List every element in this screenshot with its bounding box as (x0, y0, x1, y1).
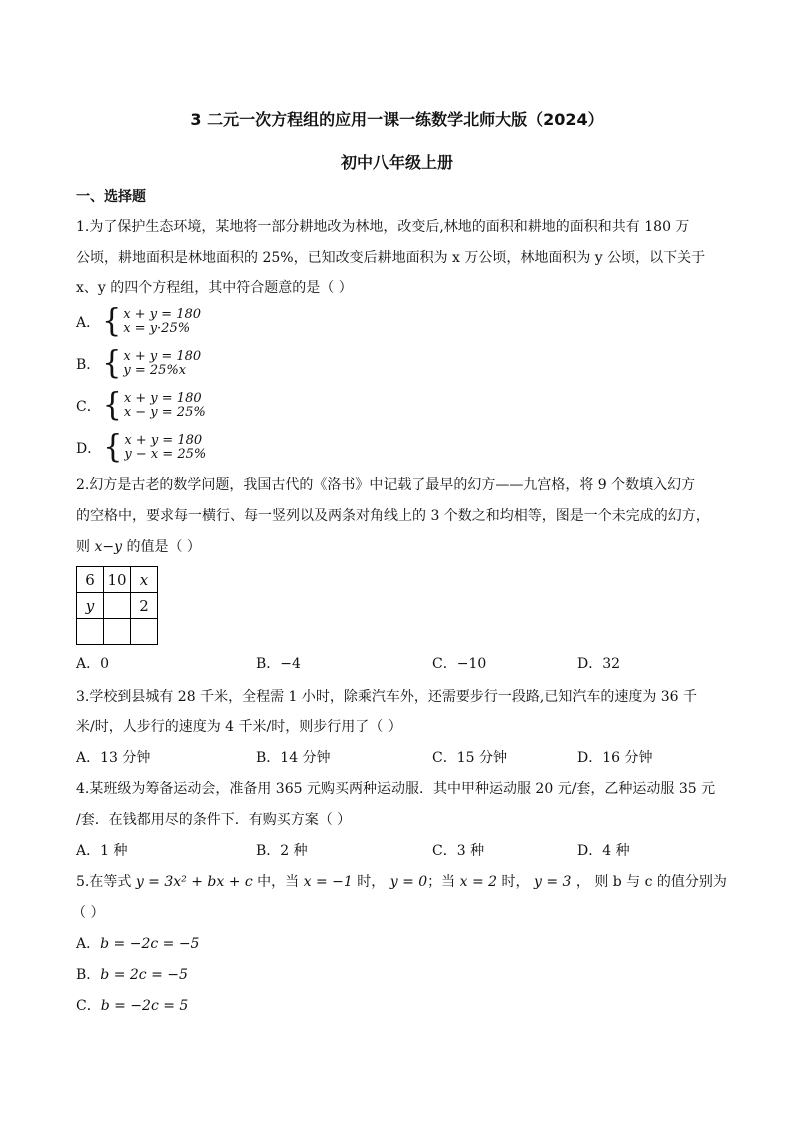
q3-option-b[interactable]: B．14 分钟 (256, 750, 331, 766)
math-expression: b = −2c = 5 (100, 998, 189, 1014)
q3-option-d[interactable]: D．16 分钟 (577, 750, 653, 766)
text: 的值是（ ） (122, 539, 201, 555)
q5-option-c[interactable] (76, 997, 188, 1015)
q4-option-c[interactable]: C．3 种 (432, 843, 485, 859)
q4-line2: /套．在钱都用尽的条件下．有购买方案（ ） (76, 812, 352, 828)
q2-line1: 2.幻方是古老的数学问题，我国古代的《洛书》中记载了最早的幻方——九宫格，将 9 个数填入幻方 (76, 477, 696, 493)
grid-cell (131, 619, 158, 645)
section-heading: 一、选择题 (76, 189, 146, 205)
q1-line1: 1.为了保护生态环境，某地将一部分耕地改为林地，改变后,林地的面积和耕地的面积和共有 180 万 (76, 219, 690, 235)
q5-line1 (76, 873, 727, 891)
q2-line2: 的空格中，要求每一横行、每一竖列以及两条对角线上的 3 个数之和均相等，图是一个未完成的幻方， (76, 508, 710, 524)
text: ；当 (427, 874, 460, 890)
math-expression: x = 2 (459, 874, 498, 890)
q3-option-c[interactable]: C．15 分钟 (432, 750, 507, 766)
math-expression: b = 2c = −5 (100, 967, 188, 983)
q1-line3: x、y 的四个方程组，其中符合题意的是（ ） (76, 280, 353, 296)
q2-option-c[interactable]: C．−10 (432, 656, 487, 672)
text: 则 (76, 539, 95, 555)
math-expression: y = 3 (533, 874, 572, 890)
option-label: D． (76, 441, 102, 457)
brace-icon: { (103, 429, 123, 466)
option-label: A． (76, 315, 101, 331)
q5-option-a[interactable] (76, 935, 199, 953)
brace-icon: { (102, 387, 122, 424)
equation: x + y = 180 (123, 349, 202, 364)
equation: y = 25%x (123, 363, 187, 378)
grid-cell: 10 (104, 567, 131, 593)
q1-option-c[interactable] (76, 387, 206, 424)
document-subtitle: 初中八年级上册 (340, 153, 453, 172)
option-label: A． (76, 936, 101, 952)
grid-cell (104, 619, 131, 645)
math-expression: y = 0 (389, 874, 428, 890)
grid-cell (77, 619, 104, 645)
math-expression: y = 3x² + bx + c (135, 874, 253, 890)
option-label: C． (76, 998, 101, 1014)
q4-line1: 4.某班级为筹备运动会，准备用 365 元购买两种运动服．其中甲种运动服 20 元/套，乙种运动服 35 元 (76, 781, 716, 797)
option-label: B． (76, 967, 101, 983)
q5-line2: （ ） (72, 905, 105, 921)
equation: x + y = 180 (124, 433, 203, 448)
text: 中，当 (252, 874, 304, 890)
q3-line2: 米/时，人步行的速度为 4 千米/时，则步行用了（ ） (76, 719, 402, 735)
q5-option-b[interactable] (76, 966, 188, 984)
brace-icon: { (102, 303, 122, 340)
q3-line1: 3.学校到县城有 28 千米，全程需 1 小时，除乘汽车外，还需要步行一段路,已知汽车的速度为 36 千 (76, 689, 698, 705)
magic-square-grid (76, 566, 158, 645)
q2-option-d[interactable]: D．32 (577, 656, 621, 672)
option-label: B． (76, 357, 101, 373)
text: 时， (352, 874, 390, 890)
equation: x = y·25% (123, 321, 191, 336)
equation: x + y = 180 (123, 307, 202, 322)
brace-icon: { (102, 345, 122, 382)
q4-option-d[interactable]: D．4 种 (577, 843, 630, 859)
text: 5.在等式 (76, 874, 136, 890)
grid-cell: y (77, 593, 104, 619)
math-expression: b = −2c = −5 (100, 936, 200, 952)
text: 时， (497, 874, 534, 890)
q1-option-a[interactable] (76, 303, 202, 340)
q4-option-b[interactable]: B．2 种 (256, 843, 308, 859)
q2-option-b[interactable]: B．−4 (256, 656, 301, 672)
grid-cell: 2 (131, 593, 158, 619)
equation: x − y = 25% (123, 405, 206, 420)
document-title: 3 二元一次方程组的应用一课一练数学北师大版（2024） (190, 110, 604, 129)
option-label: C． (76, 399, 101, 415)
text: ， 则 b 与 c 的值分别为 (571, 874, 727, 890)
equation: y − x = 25% (124, 447, 207, 462)
math-expression: x−y (94, 539, 122, 555)
math-expression: x = −1 (303, 874, 353, 890)
q2-line3 (76, 538, 201, 556)
grid-cell: x (131, 567, 158, 593)
q1-option-b[interactable] (76, 345, 202, 382)
q3-option-a[interactable]: A．13 分钟 (76, 750, 151, 766)
equation: x + y = 180 (123, 391, 202, 406)
grid-cell: 6 (77, 567, 104, 593)
grid-cell (104, 593, 131, 619)
q2-option-a[interactable]: A．0 (76, 656, 110, 672)
q1-line2: 公顷，耕地面积是林地面积的 25%，已知改变后耕地面积为 x 万公顷，林地面积为 y 公顷，以下关于 (76, 250, 706, 266)
q1-option-d[interactable] (76, 429, 207, 466)
q4-option-a[interactable]: A．1 种 (76, 843, 128, 859)
